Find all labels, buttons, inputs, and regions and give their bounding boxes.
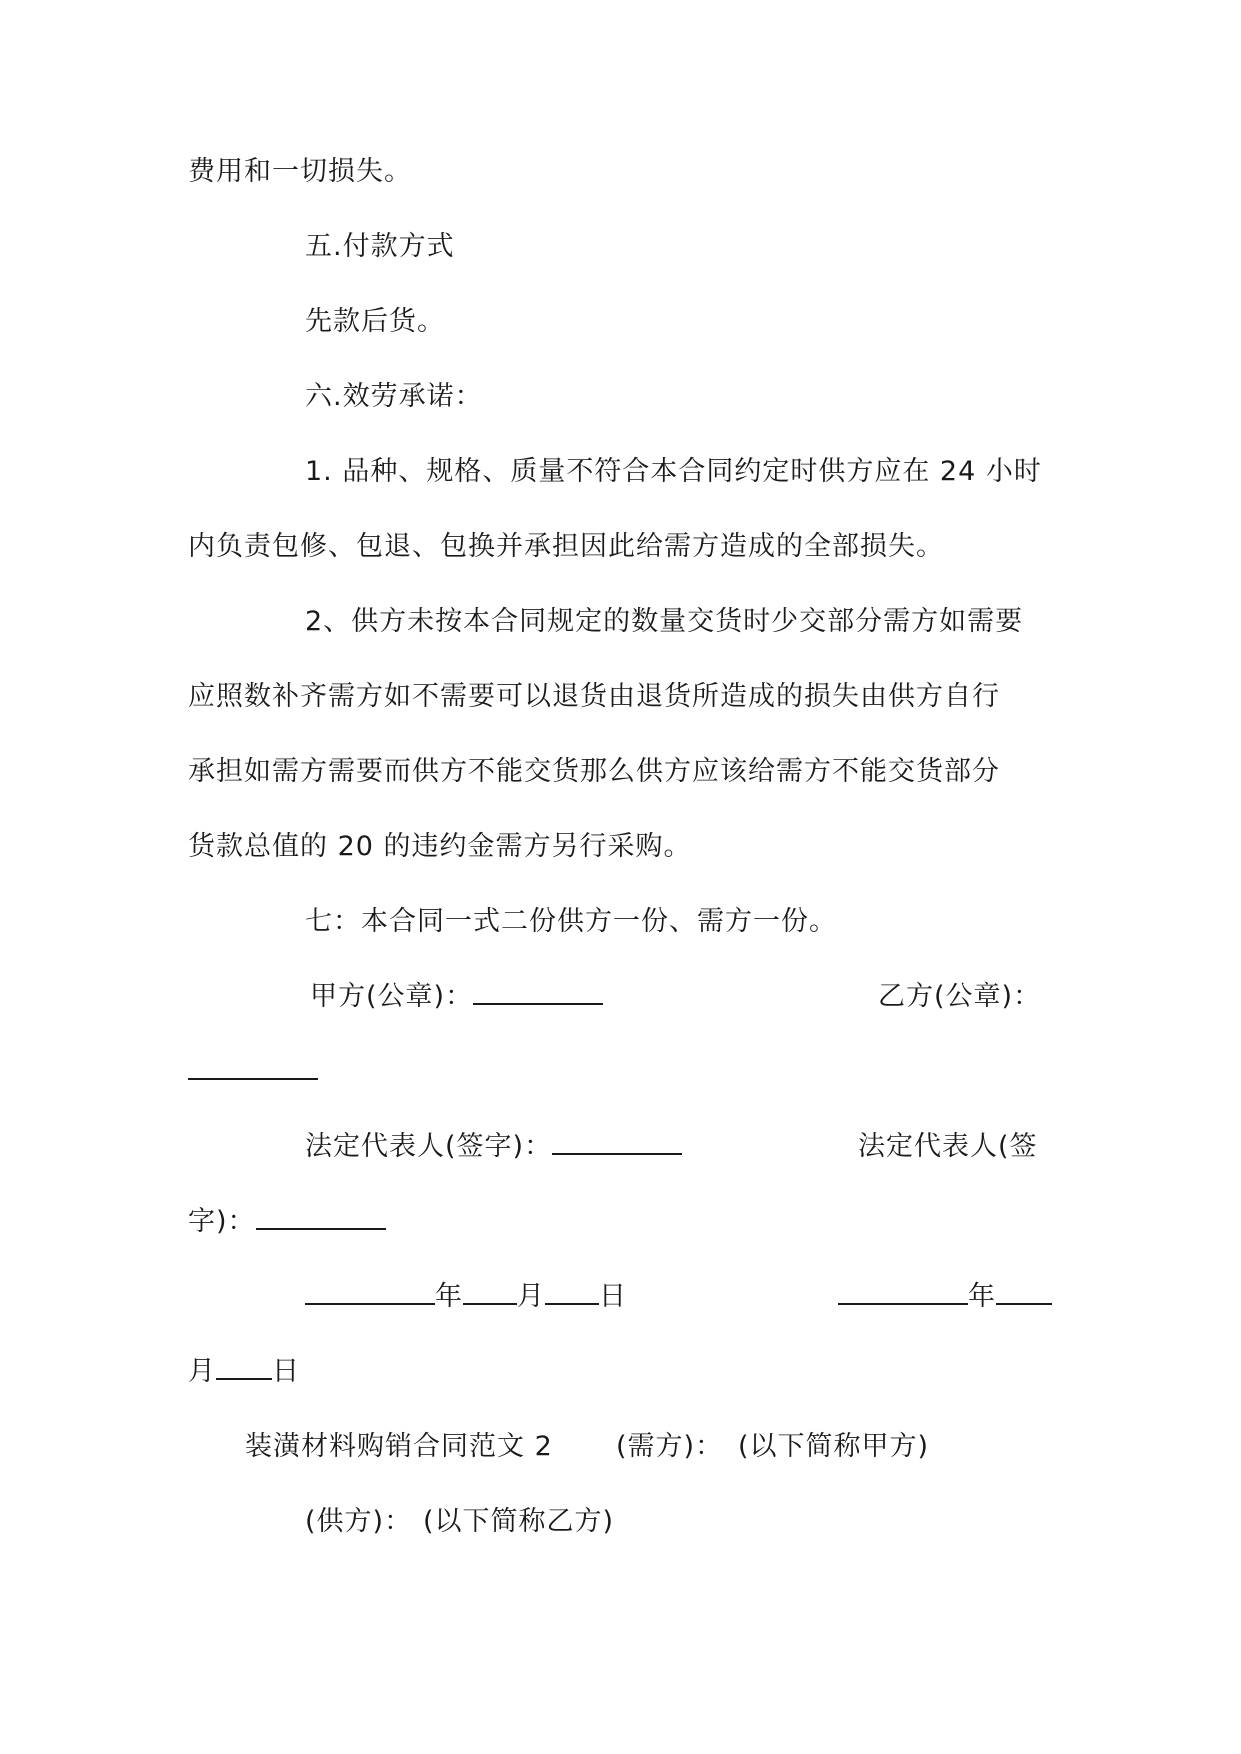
contract2-title: 装潢材料购销合同范文 2 (245, 1431, 553, 1462)
paragraph-line: 内负责包修、包退、包换并承担因此给需方造成的全部损失。 (188, 531, 944, 562)
date-b-month-blank (996, 1277, 1052, 1305)
date-a-month-label: 月 (517, 1281, 545, 1312)
rep-b-label-end: 字)： (188, 1206, 256, 1237)
paragraph-line: 2、供方未按本合同规定的数量交货时少交部分需方如需要 (305, 606, 1024, 637)
paragraph-line: 承担如需方需要而供方不能交货那么供方应该给需方不能交货部分 (188, 756, 1000, 787)
date-a-day-blank (545, 1277, 599, 1305)
paragraph-line: 应照数补齐需方如不需要可以退货由退货所造成的损失由供方自行 (188, 681, 1000, 712)
paragraph-line: 1. 品种、规格、质量不符合本合同约定时供方应在 24 小时 (305, 456, 1042, 487)
section-heading-service: 六.效劳承诺： (305, 381, 483, 412)
date-b-month-label: 月 (188, 1356, 216, 1387)
date-a-year-blank (305, 1277, 435, 1305)
rep-b-label-start: 法定代表人(签 (858, 1131, 1038, 1162)
contract2-seller-label: (供方)： (305, 1506, 413, 1537)
paragraph-line: 费用和一切损失。 (188, 156, 412, 187)
paragraph-line: 货款总值的 20 的违约金需方另行采购。 (188, 831, 692, 862)
date-b-day-label: 日 (272, 1356, 300, 1387)
rep-b-blank (256, 1202, 386, 1230)
date-a-month-blank (463, 1277, 517, 1305)
party-a-seal-label: 甲方(公章)： (310, 981, 474, 1012)
section-heading-copies: 七：本合同一式二份供方一份、需方一份。 (305, 906, 837, 937)
party-b-seal-row (188, 1052, 318, 1092)
party-a-seal-row (310, 977, 603, 1017)
section-heading-payment: 五.付款方式 (305, 231, 455, 262)
contract2-seller-note: (以下简称乙方) (423, 1506, 615, 1537)
date-a-day-label: 日 (599, 1281, 627, 1312)
paragraph-line: 先款后货。 (305, 306, 445, 337)
contract2-buyer-label: (需方)： (616, 1431, 724, 1462)
date-b-day-blank (216, 1352, 272, 1380)
date-b-year-label: 年 (968, 1281, 996, 1312)
date-a-year-label: 年 (435, 1281, 463, 1312)
party-b-seal-label: 乙方(公章)： (878, 981, 1042, 1012)
party-a-seal-blank (473, 977, 603, 1005)
date-b-row-cont (188, 1352, 300, 1392)
party-b-seal-blank (188, 1052, 318, 1080)
date-b-year-blank (838, 1277, 968, 1305)
contract2-buyer-note: (以下简称甲方) (738, 1431, 930, 1462)
rep-a-row (305, 1127, 682, 1167)
rep-a-label: 法定代表人(签字)： (305, 1131, 553, 1162)
date-b-row (838, 1277, 1052, 1317)
rep-a-blank (552, 1127, 682, 1155)
date-a-row (305, 1277, 627, 1317)
rep-b-row (188, 1202, 386, 1242)
